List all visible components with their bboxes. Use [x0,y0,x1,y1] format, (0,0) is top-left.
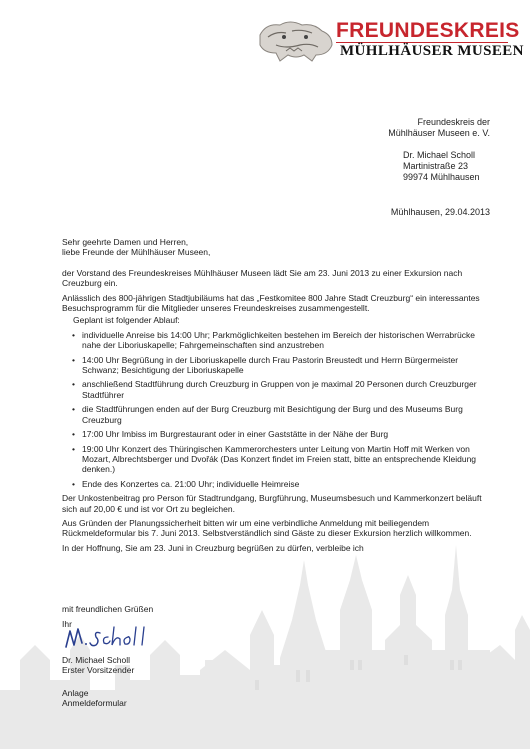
bullet-icon: • [72,429,75,440]
bullet-icon: • [72,404,75,415]
attachment-item: Anmeldeformular [62,698,127,709]
salutation: Sehr geehrte Damen und Herren, [62,237,189,247]
letterhead-logo [256,17,524,63]
agenda-item-text: 17:00 Uhr Imbiss im Burgrestaurant oder in einer Gaststätte in der Nähe der Burg [82,429,389,440]
gargoyle-icon [256,17,336,63]
logo-subtitle: MÜHLHÄUSER MUSEEN [340,43,524,59]
signer-block [62,655,134,676]
bullet-icon: • [72,478,75,489]
agenda-item-text: anschließend Stadtführung durch Creuzburg in Gruppen von je maximal 20 Personen durch Creuzburger Stadtführer [82,379,477,400]
letter-body [62,237,494,553]
occasion-paragraph: Anlässlich des 800-jährigen Stadtjubiläums hat das „Festkomitee 800 Jahre Stadt Creuzburg“ ein interessantes Besuchsprogramm für die Mitglieder unseres Freundeskreises zusammengestellt. [62,292,480,314]
sender-line: Mühlhäuser Museen e. V. [388,128,490,138]
attachment-label: Anlage [62,688,89,698]
recipient-city: 99974 Mühlhausen [403,172,480,182]
agenda-item-text: die Stadtführungen enden auf der Burg Creuzburg mit Besichtigung der Burg und des Museums Burg Creuzburg [82,404,463,425]
agenda-item-text: 19:00 Uhr Konzert des Thüringischen Kammerorchesters unter Leitung von Martin Hoff mit Werken von Mozart, Albrechtsberger und Dvořák (Das Konzert findet im Freien statt, bitte an entsprechende Kleidung denken.) [82,443,477,475]
agenda-item [62,379,494,400]
recipient-name: Dr. Michael Scholl [403,150,476,160]
registration-paragraph: Aus Gründen der Planungssicherheit bitten wir um eine verbindliche Anmeldung mit beiliegendem Rückmeldeformular bis 7. Juni 2013. Selbstverständlich sind Gäste zu dieser Exkursion herzlich willkommen. [62,517,472,539]
letter-date: Mühlhausen, 29.04.2013 [390,207,490,217]
agenda-list [62,330,494,489]
sender-address [370,117,490,139]
sender-line: Freundeskreis der [417,117,490,127]
ihr-label: Ihr [62,619,72,630]
agenda-item [62,479,494,489]
agenda-item [62,429,494,439]
bullet-icon: • [72,443,75,454]
cost-paragraph: Der Unkostenbeitrag pro Person für Stadtrundgang, Burgführung, Museumsbesuch und Kammerkonzert beläuft sich auf 20,00 € und ist vor Ort zu begleichen. [62,493,482,514]
intro-paragraph: der Vorstand des Freundeskreises Mühlhäuser Museen lädt Sie am 23. Juni 2013 zu einer Exkursion nach Creuzburg ein. [62,267,463,289]
agenda-item-text: Ende des Konzertes ca. 21:00 Uhr; individuelle Heimreise [82,478,300,489]
agenda-item-text: individuelle Anreise bis 14:00 Uhr; Parkmöglichkeiten bestehen im Bereich der historischen Werrabrücke nahe der Liboriuskapelle; Fahrgemeinschaften sind anzustreben [82,329,475,351]
recipient-address [403,150,480,183]
plan-intro: Geplant ist folgender Ablauf: [73,315,180,326]
logo-title: FREUNDESKREIS [336,19,520,42]
recipient-street: Martinistraße 23 [403,161,469,171]
bullet-icon: • [72,329,75,340]
bullet-icon: • [72,379,75,390]
greeting: mit freundlichen Grüßen [62,604,154,614]
signer-name: Dr. Michael Scholl [62,655,131,665]
agenda-item-text: 14:00 Uhr Begrüßung in der Liboriuskapelle durch Frau Pastorin Breustedt und Herrn Bürgermeister Schwanz; Besichtigung der Liboriuskapelle [82,354,459,376]
hope-paragraph: In der Hoffnung, Sie am 23. Juni in Creuzburg begrüßen zu dürfen, verbleibe ich [62,542,364,553]
agenda-item [62,330,494,351]
signer-role: Erster Vorsitzender [62,665,135,676]
handwritten-signature [62,623,157,653]
agenda-item [62,404,494,425]
salutation: liebe Freunde der Mühlhäuser Museen, [62,247,211,258]
bullet-icon: • [72,354,75,365]
agenda-item [62,444,494,475]
attachments [62,688,127,709]
agenda-item [62,355,494,376]
